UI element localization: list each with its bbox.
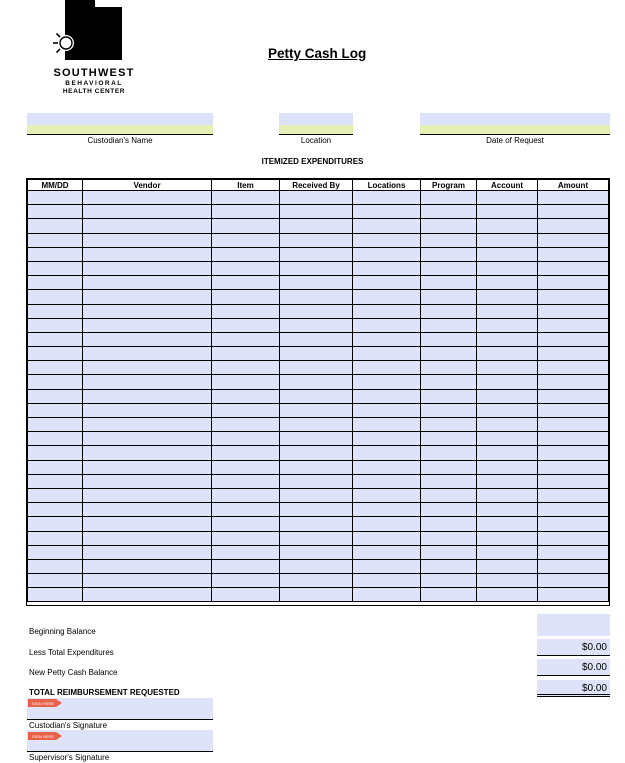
table-cell[interactable]: [477, 290, 538, 304]
table-cell[interactable]: [83, 488, 212, 502]
table-cell[interactable]: [83, 559, 212, 573]
table-cell[interactable]: [538, 205, 609, 219]
table-cell[interactable]: [538, 418, 609, 432]
table-cell[interactable]: [212, 588, 280, 602]
table-cell[interactable]: [83, 332, 212, 346]
table-row: [28, 545, 609, 559]
table-cell[interactable]: [28, 588, 83, 602]
table-cell[interactable]: [538, 432, 609, 446]
organization-logo: [48, 0, 140, 100]
table-cell[interactable]: [212, 205, 280, 219]
table-cell[interactable]: [212, 517, 280, 531]
table-cell[interactable]: [353, 247, 421, 261]
table-cell[interactable]: [477, 389, 538, 403]
table-cell[interactable]: [353, 418, 421, 432]
table-cell[interactable]: [477, 233, 538, 247]
table-row: [28, 205, 609, 219]
table-cell[interactable]: [280, 290, 353, 304]
table-cell[interactable]: [421, 219, 477, 233]
table-cell[interactable]: [538, 517, 609, 531]
table-cell[interactable]: [421, 205, 477, 219]
table-cell[interactable]: [83, 503, 212, 517]
table-cell[interactable]: [477, 347, 538, 361]
table-cell[interactable]: [421, 276, 477, 290]
table-cell[interactable]: [28, 559, 83, 573]
column-header: Amount: [538, 180, 609, 191]
table-cell[interactable]: [28, 290, 83, 304]
table-cell[interactable]: [280, 474, 353, 488]
table-cell[interactable]: [212, 347, 280, 361]
table-row: [28, 474, 609, 488]
table-cell[interactable]: [212, 304, 280, 318]
table-cell[interactable]: [28, 503, 83, 517]
table-cell[interactable]: [280, 361, 353, 375]
table-cell[interactable]: [83, 389, 212, 403]
table-row: [28, 389, 609, 403]
table-cell[interactable]: [353, 205, 421, 219]
table-cell[interactable]: [28, 418, 83, 432]
table-cell[interactable]: [280, 432, 353, 446]
table-row: [28, 290, 609, 304]
logo-line-3: HEALTH CENTER: [62, 88, 126, 95]
table-cell[interactable]: [538, 332, 609, 346]
table-cell[interactable]: [421, 503, 477, 517]
date-of-request-field[interactable]: [420, 113, 610, 135]
table-cell[interactable]: [212, 375, 280, 389]
date-of-request-label: Date of Request: [486, 136, 544, 145]
table-cell[interactable]: [212, 460, 280, 474]
table-cell[interactable]: [421, 403, 477, 417]
table-cell[interactable]: [477, 531, 538, 545]
table-cell[interactable]: [538, 318, 609, 332]
table-cell[interactable]: [280, 389, 353, 403]
table-cell[interactable]: [212, 418, 280, 432]
table-row: [28, 432, 609, 446]
table-cell[interactable]: [28, 446, 83, 460]
table-cell[interactable]: [212, 488, 280, 502]
table-cell[interactable]: [421, 332, 477, 346]
logo-sun-icon: [58, 35, 74, 51]
table-cell[interactable]: [421, 375, 477, 389]
table-row: [28, 531, 609, 545]
table-cell[interactable]: [421, 488, 477, 502]
table-cell[interactable]: [538, 474, 609, 488]
column-header: MM/DD: [28, 180, 83, 191]
table-cell[interactable]: [353, 304, 421, 318]
table-cell[interactable]: [538, 261, 609, 275]
logo-line-1: SOUTHWEST: [53, 67, 135, 79]
table-cell[interactable]: [212, 290, 280, 304]
table-cell[interactable]: [212, 503, 280, 517]
table-cell[interactable]: [28, 347, 83, 361]
column-header: Program: [421, 180, 477, 191]
table-row: [28, 517, 609, 531]
table-cell[interactable]: [538, 588, 609, 602]
table-cell[interactable]: [538, 233, 609, 247]
column-header: Received By: [280, 180, 353, 191]
table-cell[interactable]: [212, 261, 280, 275]
table-cell[interactable]: [477, 247, 538, 261]
table-cell[interactable]: [477, 418, 538, 432]
table-cell[interactable]: [353, 403, 421, 417]
table-cell[interactable]: [353, 574, 421, 588]
location-label: Location: [300, 136, 332, 145]
table-cell[interactable]: [280, 205, 353, 219]
table-cell[interactable]: [421, 261, 477, 275]
table-cell[interactable]: [477, 332, 538, 346]
page-title: Petty Cash Log: [268, 46, 367, 61]
table-cell[interactable]: [421, 389, 477, 403]
table-cell[interactable]: [83, 247, 212, 261]
table-cell[interactable]: [538, 559, 609, 573]
table-cell[interactable]: [83, 403, 212, 417]
table-cell[interactable]: [477, 318, 538, 332]
sign-here-icon: [28, 732, 62, 740]
table-cell[interactable]: [421, 517, 477, 531]
table-cell[interactable]: [353, 276, 421, 290]
table-cell[interactable]: [538, 347, 609, 361]
table-cell[interactable]: [28, 432, 83, 446]
table-cell[interactable]: [280, 574, 353, 588]
table-cell[interactable]: [421, 574, 477, 588]
table-cell[interactable]: [212, 219, 280, 233]
total-reimbursement-label: TOTAL REIMBURSEMENT REQUESTED: [29, 688, 180, 697]
table-cell[interactable]: [28, 545, 83, 559]
table-cell[interactable]: [421, 361, 477, 375]
table-cell[interactable]: [421, 446, 477, 460]
table-cell[interactable]: [353, 460, 421, 474]
table-cell[interactable]: [28, 332, 83, 346]
table-cell[interactable]: [538, 361, 609, 375]
table-cell[interactable]: [28, 318, 83, 332]
table-cell[interactable]: [280, 517, 353, 531]
logo-line-2: BEHAVIORAL: [65, 80, 123, 87]
table-row: [28, 403, 609, 417]
table-cell[interactable]: [280, 375, 353, 389]
table-cell[interactable]: [83, 375, 212, 389]
table-cell[interactable]: [353, 588, 421, 602]
table-cell[interactable]: [421, 304, 477, 318]
table-cell[interactable]: [280, 446, 353, 460]
table-cell[interactable]: [538, 503, 609, 517]
beginning-balance-label: Beginning Balance: [29, 627, 96, 636]
table-cell[interactable]: [353, 219, 421, 233]
table-cell[interactable]: [477, 276, 538, 290]
table-cell[interactable]: [212, 318, 280, 332]
table-cell[interactable]: [280, 219, 353, 233]
table-row: [28, 261, 609, 275]
table-cell[interactable]: [28, 261, 83, 275]
table-row: [28, 318, 609, 332]
table-row: [28, 503, 609, 517]
table-cell[interactable]: [421, 588, 477, 602]
table-cell[interactable]: [280, 304, 353, 318]
table-cell[interactable]: [28, 488, 83, 502]
table-cell[interactable]: [353, 474, 421, 488]
table-cell[interactable]: [83, 588, 212, 602]
table-row: [28, 191, 609, 205]
table-cell[interactable]: [28, 361, 83, 375]
table-row: [28, 304, 609, 318]
table-row: [28, 347, 609, 361]
table-cell[interactable]: [353, 191, 421, 205]
table-cell[interactable]: [280, 559, 353, 573]
table-cell[interactable]: [280, 233, 353, 247]
table-row: [28, 446, 609, 460]
table-cell[interactable]: [421, 233, 477, 247]
less-total-expenditures-label: Less Total Expenditures: [29, 648, 114, 657]
table-cell[interactable]: [83, 361, 212, 375]
table-row: [28, 247, 609, 261]
table-cell[interactable]: [477, 559, 538, 573]
table-cell[interactable]: [421, 460, 477, 474]
table-cell[interactable]: [477, 375, 538, 389]
table-cell[interactable]: [280, 531, 353, 545]
table-cell[interactable]: [353, 318, 421, 332]
table-cell[interactable]: [212, 432, 280, 446]
table-cell[interactable]: [421, 318, 477, 332]
total-reimbursement-value: $0.00: [537, 680, 610, 697]
column-header: Vendor: [83, 180, 212, 191]
expenditures-table: [26, 178, 610, 606]
table-cell[interactable]: [421, 531, 477, 545]
table-cell[interactable]: [83, 432, 212, 446]
table-cell[interactable]: [353, 375, 421, 389]
table-cell[interactable]: [280, 191, 353, 205]
table-row: [28, 588, 609, 602]
table-cell[interactable]: [477, 488, 538, 502]
table-row: [28, 219, 609, 233]
table-cell[interactable]: [280, 332, 353, 346]
table-cell[interactable]: [353, 361, 421, 375]
table-cell[interactable]: [83, 233, 212, 247]
table-row: [28, 332, 609, 346]
table-cell[interactable]: [538, 389, 609, 403]
table-cell[interactable]: [353, 290, 421, 304]
table-row: [28, 361, 609, 375]
table-cell[interactable]: [538, 488, 609, 502]
supervisor-signature-label: Supervisor's Signature: [29, 753, 110, 762]
table-cell[interactable]: [280, 545, 353, 559]
table-cell[interactable]: [83, 347, 212, 361]
beginning-balance-field[interactable]: [537, 614, 610, 636]
table-row: [28, 233, 609, 247]
table-cell[interactable]: [280, 588, 353, 602]
table-cell[interactable]: [212, 361, 280, 375]
table-row: [28, 460, 609, 474]
table-cell[interactable]: [477, 191, 538, 205]
table-cell[interactable]: [477, 545, 538, 559]
table-cell[interactable]: [353, 389, 421, 403]
table-cell[interactable]: [28, 574, 83, 588]
table-cell[interactable]: [353, 347, 421, 361]
table-cell[interactable]: [421, 347, 477, 361]
table-cell[interactable]: [83, 318, 212, 332]
table-cell[interactable]: [421, 545, 477, 559]
custodian-name-label: Custodian's Name: [87, 136, 153, 145]
table-cell[interactable]: [83, 191, 212, 205]
table-cell[interactable]: [212, 474, 280, 488]
table-cell[interactable]: [477, 304, 538, 318]
table-cell[interactable]: [538, 403, 609, 417]
table-cell[interactable]: [538, 247, 609, 261]
table-cell[interactable]: [477, 503, 538, 517]
table-cell[interactable]: [421, 559, 477, 573]
table-cell[interactable]: [28, 191, 83, 205]
table-cell[interactable]: [28, 276, 83, 290]
table-cell[interactable]: [353, 261, 421, 275]
table-cell[interactable]: [83, 446, 212, 460]
table-cell[interactable]: [28, 247, 83, 261]
table-cell[interactable]: [28, 460, 83, 474]
table-cell[interactable]: [421, 418, 477, 432]
sign-here-text: SIGN HERE: [32, 733, 55, 739]
table-cell[interactable]: [212, 545, 280, 559]
table-cell[interactable]: [477, 403, 538, 417]
table-cell[interactable]: [28, 474, 83, 488]
table-cell[interactable]: [421, 474, 477, 488]
table-cell[interactable]: [280, 503, 353, 517]
table-cell[interactable]: [83, 517, 212, 531]
table-cell[interactable]: [280, 276, 353, 290]
table-header-row: [28, 180, 609, 191]
table-cell[interactable]: [28, 517, 83, 531]
table-cell[interactable]: [83, 290, 212, 304]
table-cell[interactable]: [477, 205, 538, 219]
table-cell[interactable]: [83, 276, 212, 290]
table-cell[interactable]: [212, 276, 280, 290]
new-balance-label: New Petty Cash Balance: [29, 668, 118, 677]
table-cell[interactable]: [477, 460, 538, 474]
table-cell[interactable]: [212, 531, 280, 545]
table-cell[interactable]: [353, 503, 421, 517]
table-cell[interactable]: [538, 531, 609, 545]
column-header: Locations: [353, 180, 421, 191]
table-cell[interactable]: [83, 304, 212, 318]
table-cell[interactable]: [28, 304, 83, 318]
table-cell[interactable]: [477, 261, 538, 275]
table-cell[interactable]: [280, 261, 353, 275]
table-cell[interactable]: [28, 375, 83, 389]
table-row: [28, 559, 609, 573]
table-row: [28, 375, 609, 389]
location-field[interactable]: [279, 113, 353, 135]
table-cell[interactable]: [538, 545, 609, 559]
table-cell[interactable]: [353, 517, 421, 531]
table-cell[interactable]: [477, 517, 538, 531]
table-cell[interactable]: [212, 191, 280, 205]
table-cell[interactable]: [280, 488, 353, 502]
table-row: [28, 276, 609, 290]
table-cell[interactable]: [212, 247, 280, 261]
table-cell[interactable]: [280, 418, 353, 432]
table-cell[interactable]: [353, 233, 421, 247]
table-row: [28, 574, 609, 588]
table-cell[interactable]: [421, 247, 477, 261]
table-cell[interactable]: [353, 332, 421, 346]
table-cell[interactable]: [353, 545, 421, 559]
section-title: ITEMIZED EXPENDITURES: [261, 157, 364, 166]
table-cell[interactable]: [280, 460, 353, 474]
table-cell[interactable]: [421, 191, 477, 205]
table-cell[interactable]: [538, 446, 609, 460]
table-cell[interactable]: [28, 531, 83, 545]
table-cell[interactable]: [538, 574, 609, 588]
table-cell[interactable]: [477, 432, 538, 446]
table-row: [28, 418, 609, 432]
column-header: Item: [212, 180, 280, 191]
table-cell[interactable]: [353, 446, 421, 460]
table-cell[interactable]: [83, 261, 212, 275]
table-cell[interactable]: [353, 531, 421, 545]
table-cell[interactable]: [538, 276, 609, 290]
table-cell[interactable]: [477, 574, 538, 588]
table-cell[interactable]: [477, 588, 538, 602]
logo-building-right: [95, 7, 122, 60]
table-cell[interactable]: [28, 205, 83, 219]
table-cell[interactable]: [83, 545, 212, 559]
table-cell[interactable]: [538, 304, 609, 318]
table-cell[interactable]: [280, 347, 353, 361]
table-cell[interactable]: [83, 531, 212, 545]
table-cell[interactable]: [353, 488, 421, 502]
table-cell[interactable]: [477, 474, 538, 488]
table-cell[interactable]: [280, 247, 353, 261]
table-cell[interactable]: [28, 219, 83, 233]
custodian-name-field[interactable]: [27, 113, 213, 135]
table-cell[interactable]: [28, 389, 83, 403]
table-cell[interactable]: [538, 290, 609, 304]
table-cell[interactable]: [477, 361, 538, 375]
table-cell[interactable]: [28, 403, 83, 417]
sign-here-text: SIGN HERE: [32, 700, 55, 706]
table-cell[interactable]: [212, 233, 280, 247]
table-cell[interactable]: [477, 219, 538, 233]
table-cell[interactable]: [538, 191, 609, 205]
table-cell[interactable]: [212, 574, 280, 588]
table-cell[interactable]: [83, 418, 212, 432]
table-cell[interactable]: [212, 332, 280, 346]
table-cell[interactable]: [280, 318, 353, 332]
table-cell[interactable]: [28, 233, 83, 247]
table-cell[interactable]: [83, 205, 212, 219]
less-total-expenditures-value: $0.00: [537, 639, 610, 656]
table-cell[interactable]: [353, 559, 421, 573]
table-cell[interactable]: [212, 403, 280, 417]
table-cell[interactable]: [83, 474, 212, 488]
table-cell[interactable]: [83, 574, 212, 588]
table-cell[interactable]: [353, 432, 421, 446]
table-cell[interactable]: [83, 460, 212, 474]
sign-here-icon: [28, 699, 62, 707]
table-cell[interactable]: [538, 219, 609, 233]
table-cell[interactable]: [83, 219, 212, 233]
table-cell[interactable]: [477, 446, 538, 460]
table-cell[interactable]: [538, 375, 609, 389]
table-cell[interactable]: [280, 403, 353, 417]
table-cell[interactable]: [212, 559, 280, 573]
table-row: [28, 488, 609, 502]
table-cell[interactable]: [421, 290, 477, 304]
table-cell[interactable]: [538, 460, 609, 474]
table-cell[interactable]: [212, 389, 280, 403]
table-cell[interactable]: [421, 432, 477, 446]
custodian-signature-label: Custodian's Signature: [29, 721, 108, 730]
new-balance-value: $0.00: [537, 659, 610, 676]
table-cell[interactable]: [212, 446, 280, 460]
column-header: Account: [477, 180, 538, 191]
